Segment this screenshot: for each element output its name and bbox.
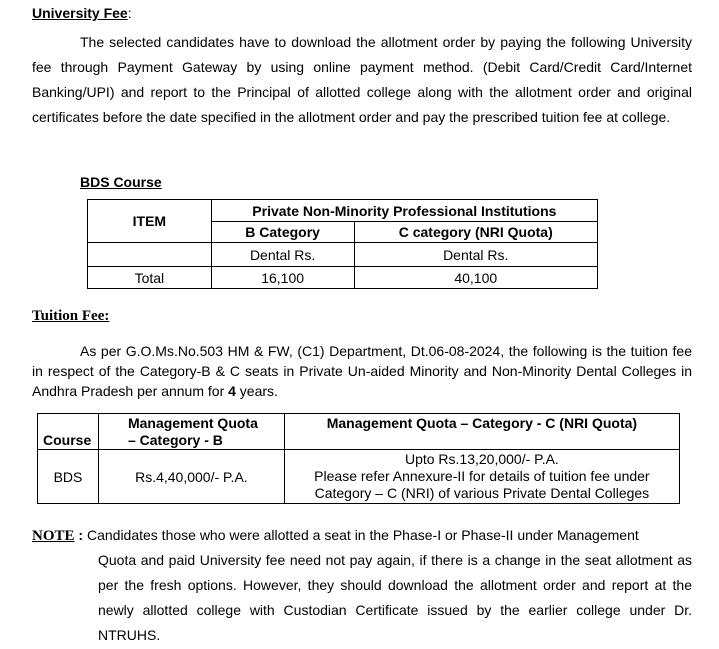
tuition-fee-table bbox=[37, 413, 680, 504]
fee-c-cell bbox=[284, 450, 679, 504]
mgmt-b-header bbox=[98, 414, 284, 450]
note-colon: : bbox=[74, 527, 87, 543]
total-label-cell: Total bbox=[88, 267, 212, 289]
note-body: Quota and paid University fee need not pay again, if there is a change in the seat allotment as per the fresh options. However, they should download the allotment order and report at the newly allotted college with Custodian Certificate issued by the earlier college under Dr. NTRUHS. bbox=[98, 552, 692, 643]
university-fee-paragraph: The selected candidates have to download the allotment order by paying the following University fee through Payment Gateway by using online payment method. (Debit Card/Credit Card/Internet Banking/UPI) and report to the Principal of allotted college along with the allotment order and original certificates before the date specified in the allotment order and pay the prescribed tuition fee at college. bbox=[32, 34, 692, 125]
fee-c-line2: Please refer Annexure-II for details of tuition fee under bbox=[314, 468, 650, 484]
bds-fee-table bbox=[87, 199, 598, 289]
c-category-header: C category (NRI Quota) bbox=[354, 222, 598, 243]
mgmt-c-header: Management Quota – Category - C (NRI Quota) bbox=[284, 414, 679, 450]
total-c-cell: 40,100 bbox=[354, 267, 598, 289]
university-fee-heading: University Fee bbox=[32, 5, 128, 21]
total-b-cell: 16,100 bbox=[211, 267, 354, 289]
course-header: Course bbox=[38, 414, 99, 450]
tuition-fee-paragraph bbox=[32, 341, 692, 401]
mgmt-b-header-line2: – Category - B bbox=[127, 432, 223, 448]
note-first-line bbox=[32, 523, 639, 548]
note-line1: Candidates those who were allotted a seat in the Phase-I or Phase-II under Management bbox=[86, 527, 639, 543]
tuition-fee-text-end: years. bbox=[235, 383, 278, 399]
c-unit-cell: Dental Rs. bbox=[354, 243, 598, 267]
empty-cell bbox=[88, 243, 212, 267]
tuition-fee-years: 4 bbox=[228, 383, 236, 399]
b-category-header: B Category bbox=[211, 222, 354, 243]
fee-b-cell: Rs.4,40,000/- P.A. bbox=[98, 450, 284, 504]
mgmt-b-header-line1: Management Quota bbox=[127, 415, 258, 431]
bds-course-heading: BDS Course bbox=[80, 174, 162, 190]
tuition-fee-heading: Tuition Fee: bbox=[32, 308, 110, 324]
fee-c-line3: Category – C (NRI) of various Private Dental Colleges bbox=[314, 485, 650, 501]
university-fee-heading-row bbox=[32, 4, 132, 22]
b-unit-cell: Dental Rs. bbox=[211, 243, 354, 267]
item-header: ITEM bbox=[88, 200, 212, 243]
university-fee-heading-colon: : bbox=[127, 5, 132, 21]
tuition-fee-text: As per G.O.Ms.No.503 HM & FW, (C1) Department, Dt.06-08-2024, the following is the tuition fee in respect of the Category-B & C seats in Private Un-aided Minority and Non-Minority Dental Colleges in Andhra Pradesh per annum for bbox=[32, 343, 692, 399]
institutions-header: Private Non-Minority Professional Institutions bbox=[211, 200, 597, 222]
course-bds-cell: BDS bbox=[38, 450, 99, 504]
fee-c-line1: Upto Rs.13,20,000/- P.A. bbox=[404, 451, 559, 467]
note-label: NOTE bbox=[32, 528, 75, 544]
